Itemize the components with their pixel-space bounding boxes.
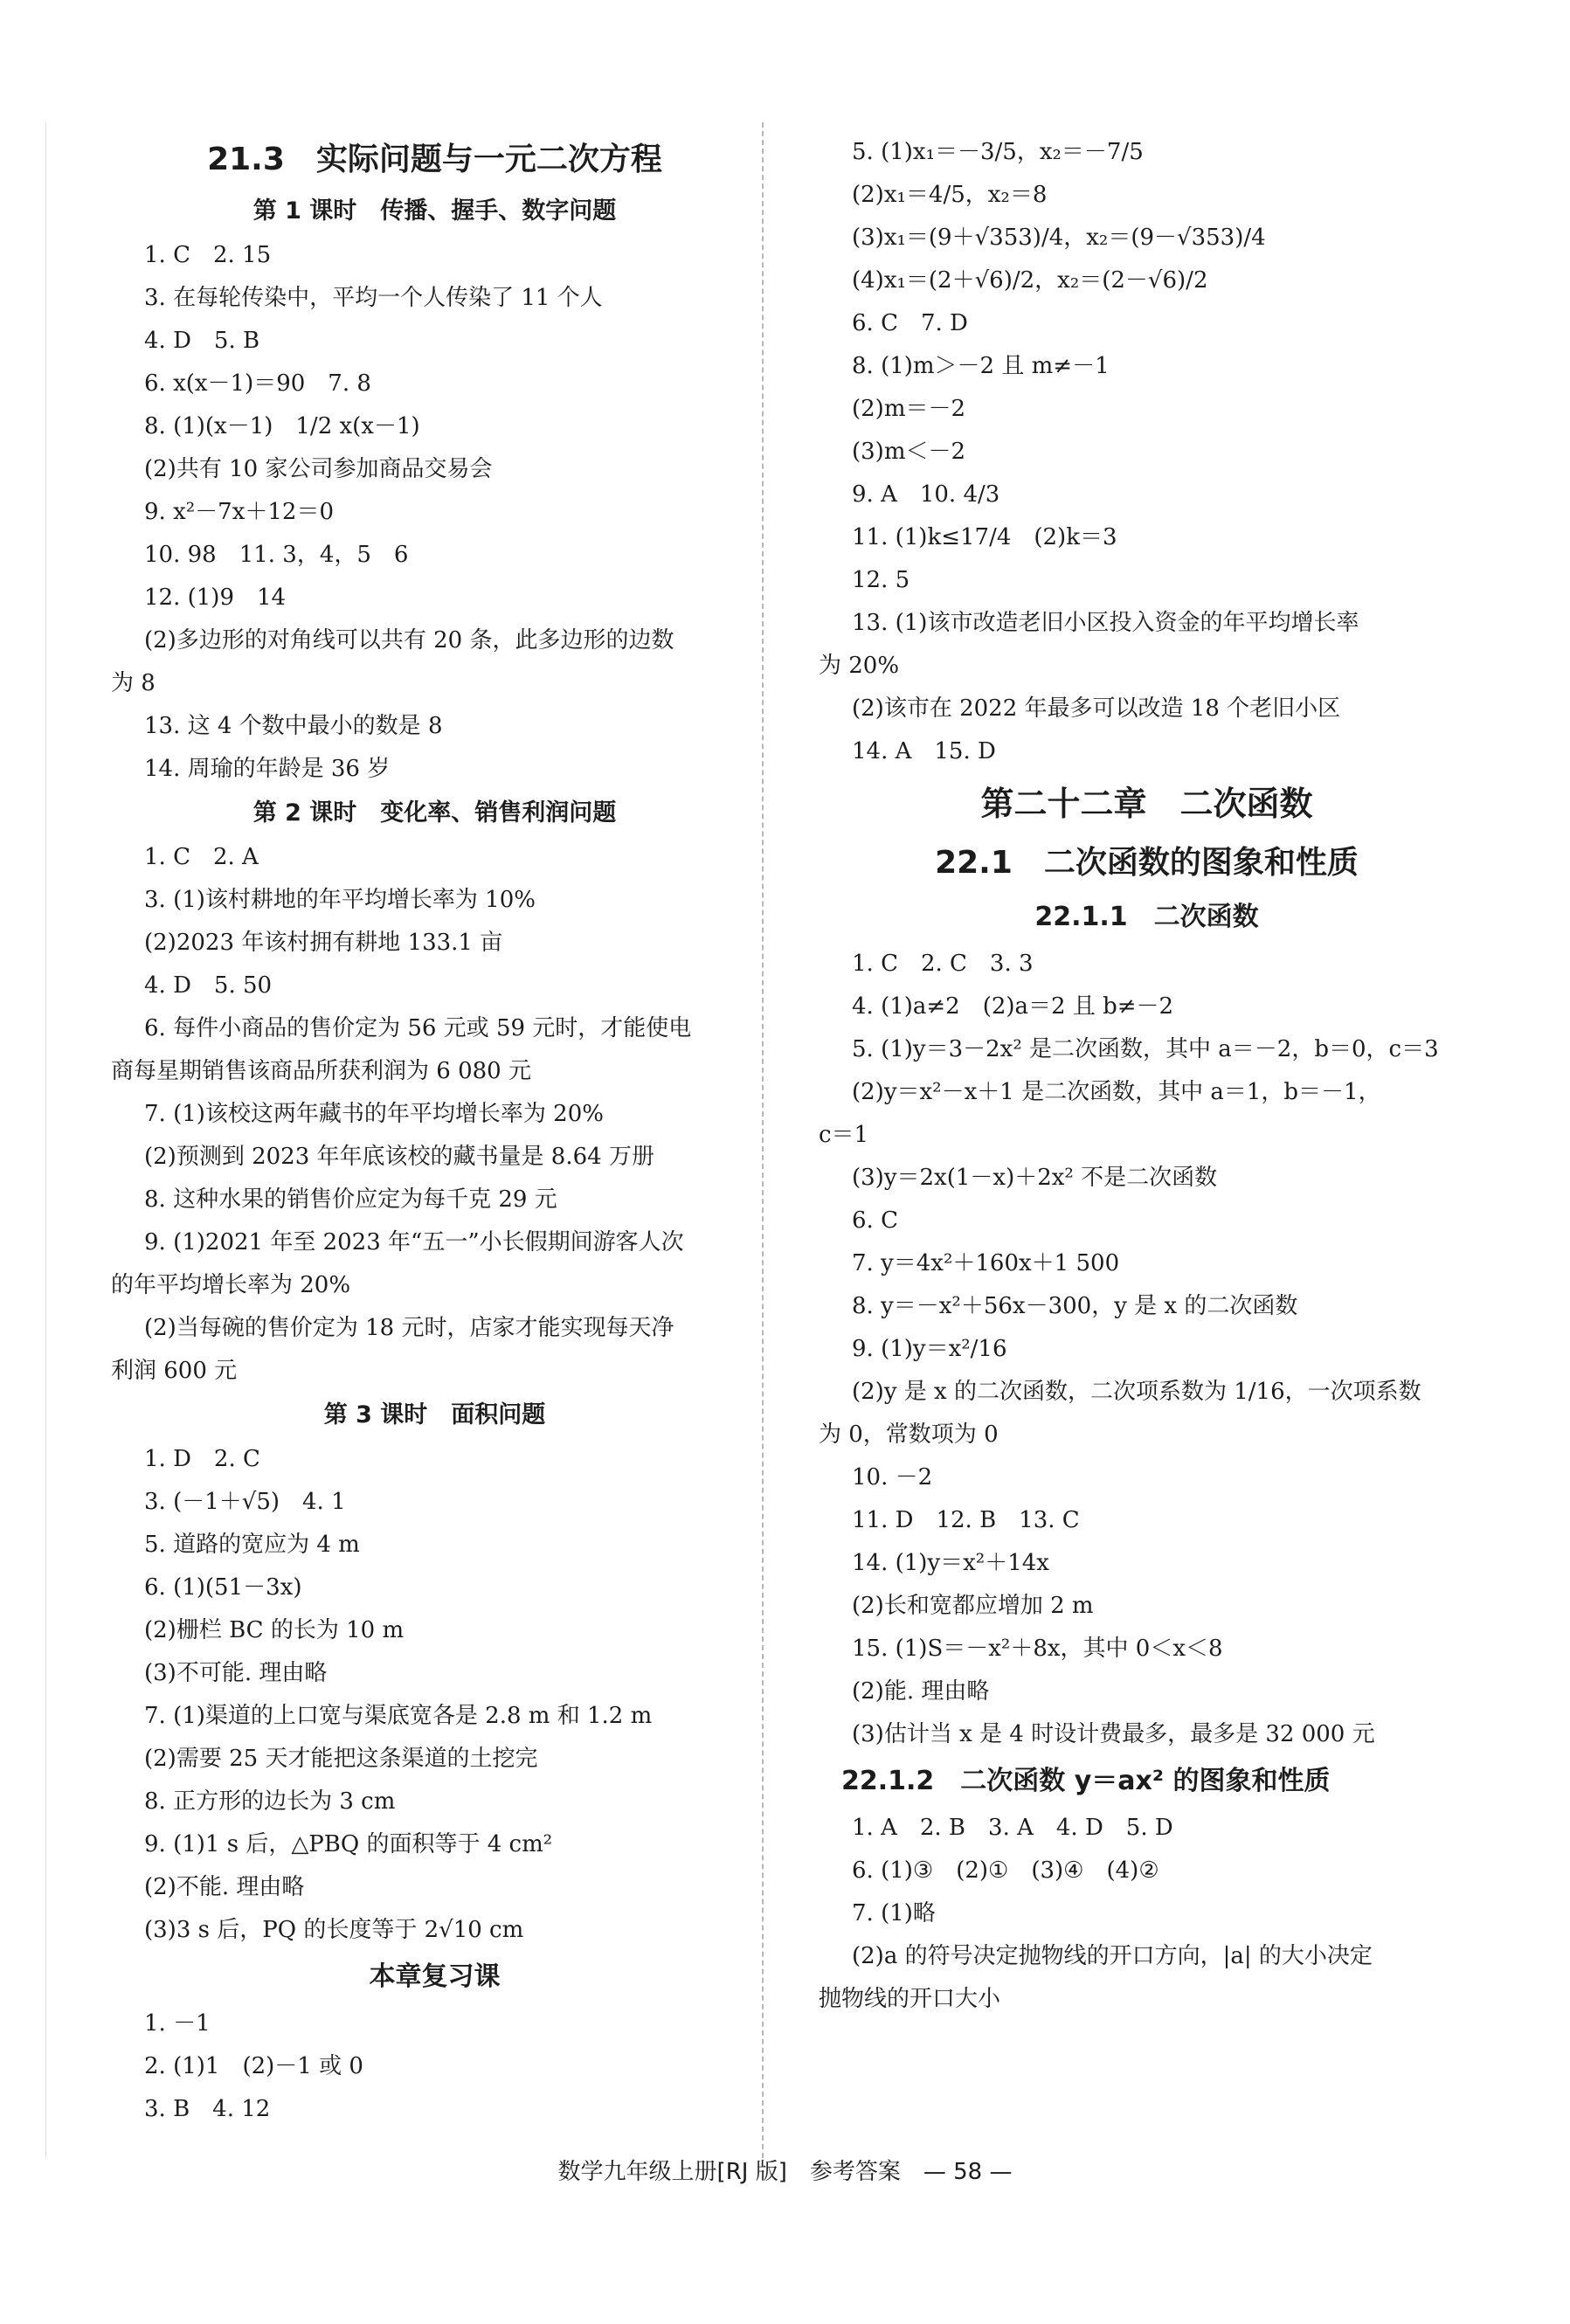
answer-line: (2)不能. 理由略 xyxy=(144,1874,305,1900)
answer-line: 7. y＝4x²＋160x＋1 500 xyxy=(852,1250,1120,1276)
answer-line: 6. C 7. D xyxy=(852,310,968,336)
answer-line: 6. 每件小商品的售价定为 56 元或 59 元时，才能使电 xyxy=(144,1015,692,1041)
answer-line: 3. (1)该村耕地的年平均增长率为 10% xyxy=(144,887,536,913)
answer-line: 3. B 4. 12 xyxy=(144,2096,271,2122)
answer-continuation: 为 20% xyxy=(819,653,900,679)
answer-line: 10. －2 xyxy=(852,1464,933,1491)
answer-line: 8. (1)m＞－2 且 m≠－1 xyxy=(852,353,1110,379)
answer-line: 14. A 15. D xyxy=(852,738,996,764)
column-divider xyxy=(762,122,764,2158)
answer-line: 14. 周瑜的年龄是 36 岁 xyxy=(144,756,391,782)
subsection-title: 本章复习课 xyxy=(369,1961,501,1992)
answer-line: (2)m＝－2 xyxy=(852,396,966,422)
answer-line: (2)2023 年该村拥有耕地 133.1 亩 xyxy=(144,930,503,956)
answer-line: 7. (1)该校这两年藏书的年平均增长率为 20% xyxy=(144,1101,604,1127)
answer-line: 9. x²－7x＋12＝0 xyxy=(144,499,334,525)
lesson-title: 第 1 课时 传播、握手、数字问题 xyxy=(252,197,617,225)
answer-line: 14. (1)y＝x²＋14x xyxy=(852,1550,1049,1576)
answer-line: (2)y 是 x 的二次函数，二次项系数为 1/16，一次项系数 xyxy=(852,1379,1421,1405)
answer-line: (3)x₁＝(9＋√353)/4，x₂＝(9－√353)/4 xyxy=(852,225,1266,251)
section-title: 22.1 二次函数的图象和性质 xyxy=(935,845,1359,881)
answer-line: (2)x₁＝4/5，x₂＝8 xyxy=(852,182,1048,208)
answer-line: 6. (1)③ (2)① (3)④ (4)② xyxy=(852,1857,1159,1884)
answer-line: 7. (1)略 xyxy=(852,1900,936,1926)
answer-line: 1. A 2. B 3. A 4. D 5. D xyxy=(852,1815,1173,1841)
answer-line: (2)该市在 2022 年最多可以改造 18 个老旧小区 xyxy=(852,695,1341,722)
subsection-title: 22.1.1 二次函数 xyxy=(1034,902,1259,932)
answer-line: 1. D 2. C xyxy=(144,1446,260,1472)
answer-line: 8. 正方形的边长为 3 cm xyxy=(144,1788,396,1815)
answer-line: 3. 在每轮传染中，平均一个人传染了 11 个人 xyxy=(144,285,603,311)
answer-continuation: 商每星期销售该商品所获利润为 6 080 元 xyxy=(111,1058,531,1084)
answer-line: (2)a 的符号决定抛物线的开口方向，|a| 的大小决定 xyxy=(852,1943,1373,1969)
answer-line: 15. (1)S＝－x²＋8x，其中 0＜x＜8 xyxy=(852,1636,1223,1662)
answer-continuation: 为 0，常数项为 0 xyxy=(819,1421,999,1448)
page-footer: 数学九年级上册[RJ 版] 参考答案 — 58 — xyxy=(557,2159,1013,2185)
page-edge-line xyxy=(45,122,46,2158)
answer-line: 8. 这种水果的销售价应定为每千克 29 元 xyxy=(144,1186,557,1213)
answer-line: 1. C 2. 15 xyxy=(144,242,272,268)
answer-line: 9. A 10. 4/3 xyxy=(852,481,1000,508)
answer-line: (2)长和宽都应增加 2 m xyxy=(852,1593,1094,1619)
answer-line: 6. (1)(51－3x) xyxy=(144,1574,302,1601)
lesson-title: 第 2 课时 变化率、销售利润问题 xyxy=(252,799,617,827)
answer-line: 2. (1)1 (2)－1 或 0 xyxy=(144,2053,363,2079)
answer-line: (2)栅栏 BC 的长为 10 m xyxy=(144,1617,405,1643)
answer-line: (3)m＜－2 xyxy=(852,439,966,465)
answer-line: 9. (1)1 s 后，△PBQ 的面积等于 4 cm² xyxy=(144,1831,553,1857)
answer-continuation: 利润 600 元 xyxy=(111,1358,238,1384)
answer-line: (2)需要 25 天才能把这条渠道的土挖完 xyxy=(144,1746,538,1772)
answer-line: (3)y＝2x(1－x)＋2x² 不是二次函数 xyxy=(852,1165,1218,1191)
answer-line: 5. (1)x₁＝－3/5，x₂＝－7/5 xyxy=(852,139,1144,165)
answer-line: 13. 这 4 个数中最小的数是 8 xyxy=(144,713,443,739)
answer-line: (3)不可能. 理由略 xyxy=(144,1660,328,1686)
answer-line: (2)多边形的对角线可以共有 20 条，此多边形的边数 xyxy=(144,627,674,654)
answer-line: 8. (1)(x－1) 1/2 x(x－1) xyxy=(144,413,420,439)
answer-line: 6. C xyxy=(852,1207,898,1234)
answer-line: 7. (1)渠道的上口宽与渠底宽各是 2.8 m 和 1.2 m xyxy=(144,1703,653,1729)
right-column xyxy=(819,131,1442,2021)
answer-line: 8. y＝－x²＋56x－300，y 是 x 的二次函数 xyxy=(852,1293,1298,1319)
answer-continuation: 为 8 xyxy=(111,670,156,696)
answer-line: 5. 道路的宽应为 4 m xyxy=(144,1532,360,1558)
lesson-title: 第 3 课时 面积问题 xyxy=(323,1401,546,1428)
chapter-title: 第二十二章 二次函数 xyxy=(980,785,1313,823)
answer-continuation: 的年平均增长率为 20% xyxy=(111,1272,351,1298)
answer-line: 9. (1)2021 年至 2023 年“五一”小长假期间游客人次 xyxy=(144,1229,684,1255)
left-column xyxy=(111,131,725,2131)
answer-line: (3)3 s 后，PQ 的长度等于 2√10 cm xyxy=(144,1917,524,1943)
answer-line: (3)估计当 x 是 4 时设计费最多，最多是 32 000 元 xyxy=(852,1721,1375,1747)
answer-line: 12. (1)9 14 xyxy=(144,584,287,611)
answer-line: (2)当每碗的售价定为 18 元时，店家才能实现每天净 xyxy=(144,1315,674,1341)
answer-line: 12. 5 xyxy=(852,567,910,593)
answer-line: 9. (1)y＝x²/16 xyxy=(852,1336,1007,1362)
answer-line: (2)共有 10 家公司参加商品交易会 xyxy=(144,456,493,482)
section-title: 21.3 实际问题与一元二次方程 xyxy=(207,142,662,177)
subsection-title: 22.1.2 二次函数 y＝ax² 的图象和性质 xyxy=(841,1766,1331,1796)
answer-continuation: 抛物线的开口大小 xyxy=(819,1986,1001,2012)
answer-line: (2)能. 理由略 xyxy=(852,1678,990,1705)
answer-line: 4. D 5. 50 xyxy=(144,972,273,999)
answer-continuation: c＝1 xyxy=(819,1122,869,1148)
answer-line: (2)预测到 2023 年年底该校的藏书量是 8.64 万册 xyxy=(144,1144,654,1170)
answer-line: 11. (1)k≤17/4 (2)k＝3 xyxy=(852,524,1117,550)
answer-line: (4)x₁＝(2＋√6)/2，x₂＝(2－√6)/2 xyxy=(852,267,1208,294)
answer-line: 1. C 2. A xyxy=(144,844,259,870)
answer-line: 6. x(x－1)＝90 7. 8 xyxy=(144,370,371,397)
answer-line: 11. D 12. B 13. C xyxy=(852,1507,1080,1533)
answer-line: (2)y＝x²－x＋1 是二次函数，其中 a＝1，b＝－1， xyxy=(852,1079,1381,1105)
answer-line: 5. (1)y＝3－2x² 是二次函数，其中 a＝－2，b＝0，c＝3 xyxy=(852,1036,1439,1062)
answer-line: 1. C 2. C 3. 3 xyxy=(852,951,1034,977)
answer-line: 10. 98 11. 3，4，5 6 xyxy=(144,542,409,568)
answer-line: 4. D 5. B xyxy=(144,328,260,354)
answer-line: 4. (1)a≠2 (2)a＝2 且 b≠－2 xyxy=(852,993,1174,1020)
answer-line: 1. －1 xyxy=(144,2010,211,2037)
answer-line: 13. (1)该市改造老旧小区投入资金的年平均增长率 xyxy=(852,610,1359,636)
answer-line: 3. (－1＋√5) 4. 1 xyxy=(144,1489,346,1515)
